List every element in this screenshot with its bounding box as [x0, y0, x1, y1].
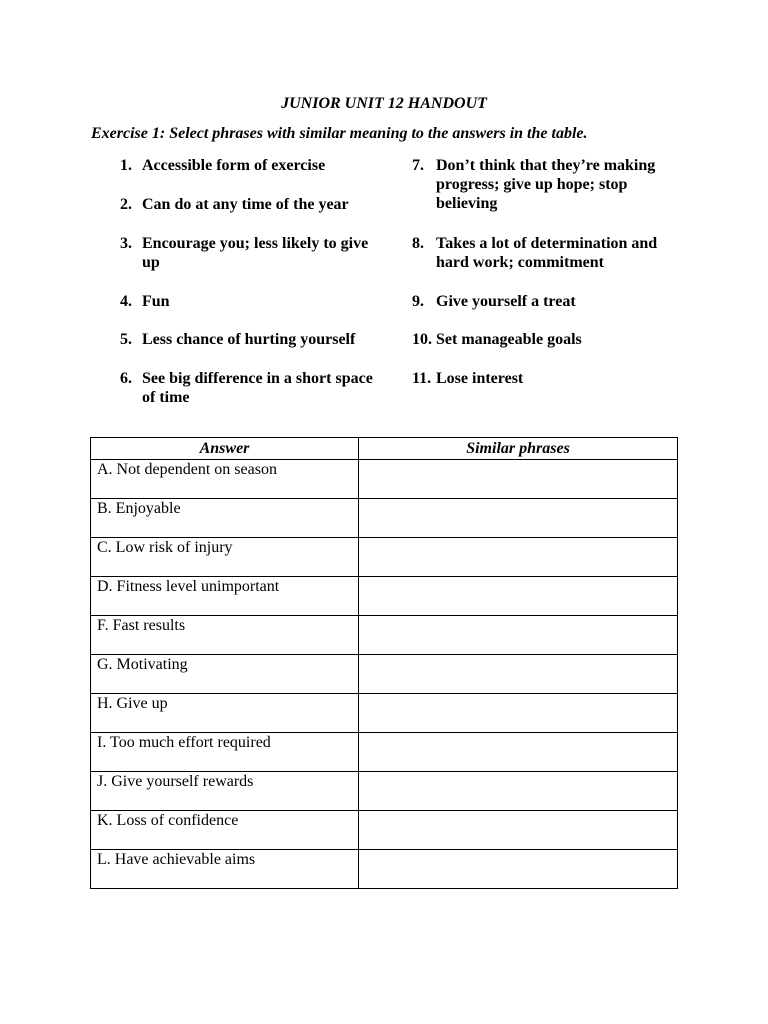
table-row: [91, 733, 678, 772]
answer-cell: I. Too much effort required: [91, 733, 359, 772]
phrase-text: Fun: [142, 293, 170, 310]
answer-cell: J. Give yourself rewards: [91, 772, 359, 811]
phrase-number: 8.: [412, 235, 424, 252]
table-row: [91, 772, 678, 811]
phrase-number: 10.: [412, 331, 432, 348]
phrase-text: Give yourself a treat: [436, 293, 576, 310]
table-row: [91, 655, 678, 694]
table-row: [91, 460, 678, 499]
phrase-text: Less chance of hurting yourself: [142, 331, 356, 348]
answer-cell: F. Fast results: [91, 616, 359, 655]
table-row: [91, 811, 678, 850]
similar-phrase-cell[interactable]: [359, 538, 678, 577]
similar-phrase-cell[interactable]: [359, 811, 678, 850]
phrase-number: 4.: [120, 293, 132, 310]
answer-cell: B. Enjoyable: [91, 499, 359, 538]
table-row: [91, 694, 678, 733]
phrase-number: 1.: [120, 157, 132, 174]
similar-phrase-cell[interactable]: [359, 616, 678, 655]
exercise-instruction: Exercise 1: Select phrases with similar meaning to the answers in the table.: [91, 125, 588, 142]
answer-cell: G. Motivating: [91, 655, 359, 694]
table-row: [91, 577, 678, 616]
similar-phrases-column-header: Similar phrases: [359, 438, 678, 460]
similar-phrase-cell[interactable]: [359, 850, 678, 889]
phrase-text: Takes a lot of determination and hard work; commitment: [436, 235, 658, 271]
similar-phrase-cell[interactable]: [359, 460, 678, 499]
similar-phrase-cell[interactable]: [359, 694, 678, 733]
phrase-text: Accessible form of exercise: [142, 157, 326, 174]
table-row: [91, 499, 678, 538]
similar-phrase-cell[interactable]: [359, 655, 678, 694]
answer-cell: A. Not dependent on season: [91, 460, 359, 499]
phrase-text: Encourage you; less likely to give up: [142, 235, 369, 271]
table-row: [91, 850, 678, 889]
phrase-text: Can do at any time of the year: [142, 196, 349, 213]
phrase-text: Set manageable goals: [436, 331, 582, 348]
answer-column-header: Answer: [91, 438, 359, 460]
similar-phrase-cell[interactable]: [359, 733, 678, 772]
phrase-text: See big difference in a short space of time: [142, 370, 373, 406]
phrase-number: 6.: [120, 370, 132, 387]
phrase-number: 7.: [412, 157, 424, 174]
handout-title: JUNIOR UNIT 12 HANDOUT: [281, 95, 487, 112]
phrase-number: 9.: [412, 293, 424, 310]
table-row: [91, 538, 678, 577]
table-header-row: [91, 438, 678, 460]
phrase-number: 11.: [412, 370, 432, 387]
table-row: [91, 616, 678, 655]
answer-cell: C. Low risk of injury: [91, 538, 359, 577]
answer-cell: L. Have achievable aims: [91, 850, 359, 889]
answer-cell: K. Loss of confidence: [91, 811, 359, 850]
phrase-text: Don’t think that they’re making progress; give up hope; stop believing: [436, 157, 656, 212]
answer-cell: H. Give up: [91, 694, 359, 733]
phrase-number: 2.: [120, 196, 132, 213]
phrase-text: Lose interest: [436, 370, 524, 387]
phrase-number: 5.: [120, 331, 132, 348]
similar-phrase-cell[interactable]: [359, 577, 678, 616]
phrase-number: 3.: [120, 235, 132, 252]
answer-cell: D. Fitness level unimportant: [91, 577, 359, 616]
similar-phrase-cell[interactable]: [359, 499, 678, 538]
answers-table: [90, 437, 678, 889]
similar-phrase-cell[interactable]: [359, 772, 678, 811]
